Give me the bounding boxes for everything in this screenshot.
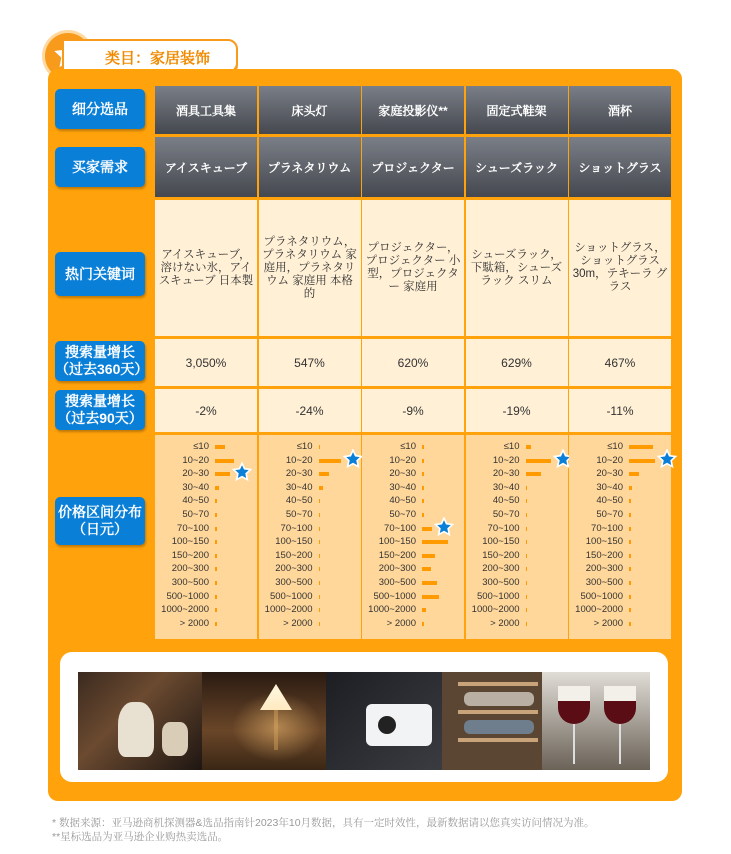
price-range-label: 1000~2000 bbox=[368, 604, 416, 616]
row-label-buyer-need: 买家需求 bbox=[55, 147, 145, 187]
hot-keywords: プロジェクター，プロジェクター 小型，プロジェクター 家庭用 bbox=[362, 200, 464, 336]
price-bar bbox=[422, 459, 424, 463]
price-range-label: 10~20 bbox=[285, 454, 313, 466]
price-bar bbox=[215, 472, 230, 476]
price-bar bbox=[215, 567, 217, 571]
price-bar bbox=[629, 459, 655, 463]
price-range-label: 50~70 bbox=[389, 509, 416, 520]
price-bar bbox=[215, 540, 217, 544]
price-range-label: 40~50 bbox=[389, 495, 416, 507]
price-bar bbox=[422, 472, 424, 476]
price-range-label: ≤10 bbox=[193, 441, 209, 452]
price-bar bbox=[422, 513, 424, 517]
price-range-label: 20~30 bbox=[285, 468, 313, 480]
price-range-label: 100~150 bbox=[482, 536, 520, 548]
price-bar bbox=[319, 513, 321, 517]
price-bar bbox=[526, 595, 528, 599]
price-range-label: 20~30 bbox=[596, 468, 623, 480]
price-range-label: 150~200 bbox=[171, 549, 209, 561]
segment-name: 酒具工具集 bbox=[155, 86, 257, 134]
growth-90: -24% bbox=[259, 389, 361, 432]
price-bar bbox=[526, 581, 528, 585]
price-bar bbox=[215, 595, 217, 599]
hot-keywords: プラネタリウム，プラネタリウム 家庭用，プラネタリウム 家庭用 本格的 bbox=[259, 200, 361, 336]
price-bar bbox=[319, 459, 341, 463]
price-range-label: 40~50 bbox=[596, 495, 623, 507]
price-range-label: 30~40 bbox=[596, 481, 623, 493]
price-range-label: 300~500 bbox=[482, 577, 520, 588]
price-bar bbox=[526, 486, 528, 490]
price-range-label: ≤10 bbox=[400, 441, 416, 452]
price-range-label: 150~200 bbox=[482, 549, 520, 561]
row-label-keywords: 热门关键词 bbox=[55, 252, 145, 296]
growth-90: -19% bbox=[466, 389, 568, 432]
price-bar bbox=[629, 567, 631, 571]
price-range-label: 200~300 bbox=[275, 563, 313, 575]
price-bar bbox=[319, 567, 321, 571]
price-range-label: 70~100 bbox=[177, 522, 209, 534]
price-bar bbox=[422, 486, 424, 490]
price-bar bbox=[629, 622, 631, 626]
price-bar bbox=[526, 459, 552, 463]
price-range-label: > 2000 bbox=[179, 617, 209, 629]
buyer-need: プラネタリウム bbox=[259, 137, 361, 197]
hot-keywords: シューズラック，下駄箱，シューズラック スリム bbox=[466, 200, 568, 336]
price-bar bbox=[629, 608, 631, 612]
price-bar bbox=[526, 608, 528, 612]
price-range-label: 30~40 bbox=[492, 481, 520, 493]
price-bar bbox=[629, 513, 631, 517]
segment-name: 酒杯 bbox=[569, 86, 671, 134]
price-bar bbox=[526, 540, 528, 544]
price-bar bbox=[215, 513, 217, 517]
price-range-label: 10~20 bbox=[596, 454, 623, 466]
price-range-label: 200~300 bbox=[585, 563, 623, 575]
price-range-label: > 2000 bbox=[386, 617, 416, 629]
price-range-label: 300~500 bbox=[585, 577, 623, 588]
price-bar bbox=[526, 499, 528, 503]
price-range-label: 500~1000 bbox=[476, 590, 520, 602]
price-bar bbox=[215, 622, 217, 626]
photo-shoe-rack bbox=[442, 672, 542, 770]
photo-strip bbox=[60, 652, 668, 782]
price-range-label: 50~70 bbox=[596, 509, 623, 520]
segment-name: 家庭投影仪** bbox=[362, 86, 464, 134]
buyer-need: シューズラック bbox=[466, 137, 568, 197]
price-bar bbox=[215, 445, 225, 449]
price-bar bbox=[629, 445, 653, 449]
bestseller-star-icon bbox=[343, 449, 363, 469]
price-distribution bbox=[155, 435, 257, 639]
price-range-label: 500~1000 bbox=[269, 590, 313, 602]
price-range-label: 500~1000 bbox=[373, 590, 416, 602]
price-range-label: 100~150 bbox=[378, 536, 416, 548]
price-bar bbox=[526, 472, 541, 476]
price-range-label: 40~50 bbox=[182, 495, 209, 507]
category-tab bbox=[62, 39, 238, 73]
price-range-label: > 2000 bbox=[593, 617, 623, 629]
price-range-label: 1000~2000 bbox=[575, 604, 623, 616]
price-bar bbox=[629, 554, 631, 558]
price-bar bbox=[526, 567, 528, 571]
footnote-star: **星标选品为亚马逊企业购热卖选品。 bbox=[52, 831, 229, 843]
price-range-label: 1000~2000 bbox=[471, 604, 520, 616]
price-bar bbox=[526, 445, 531, 449]
price-bar bbox=[422, 581, 437, 585]
price-bar bbox=[215, 527, 217, 531]
hot-keywords: アイスキューブ，溶けない氷，アイスキューブ 日本製 bbox=[155, 200, 257, 336]
price-bar bbox=[629, 595, 631, 599]
price-range-label: 200~300 bbox=[378, 563, 416, 575]
price-bar bbox=[319, 486, 323, 490]
footnote-source: * 数据来源：亚马逊商机探测器&选品指南针2023年10月数据，具有一定时效性，最新数据请以您真实访问情况为准。 bbox=[52, 817, 595, 829]
price-distribution bbox=[569, 435, 671, 639]
price-range-label: 10~20 bbox=[492, 454, 520, 466]
price-range-label: ≤10 bbox=[503, 441, 520, 452]
price-bar bbox=[319, 622, 321, 626]
price-bar bbox=[319, 581, 321, 585]
bestseller-star-icon bbox=[434, 517, 454, 537]
price-bar bbox=[629, 581, 631, 585]
price-range-label: 70~100 bbox=[280, 522, 313, 534]
price-range-label: 100~150 bbox=[585, 536, 623, 548]
price-bar bbox=[422, 554, 435, 558]
bestseller-star-icon bbox=[657, 449, 677, 469]
price-range-label: 50~70 bbox=[285, 509, 313, 520]
price-range-label: 500~1000 bbox=[166, 590, 209, 602]
price-range-label: 150~200 bbox=[585, 549, 623, 561]
growth-360: 467% bbox=[569, 339, 671, 386]
price-range-label: 20~30 bbox=[492, 468, 520, 480]
photo-ice-cube-set bbox=[78, 672, 202, 770]
price-range-label: 20~30 bbox=[182, 468, 209, 480]
price-range-label: 1000~2000 bbox=[161, 604, 209, 616]
price-range-label: 300~500 bbox=[275, 577, 313, 588]
price-range-label: 100~150 bbox=[275, 536, 313, 548]
price-range-label: ≤10 bbox=[607, 441, 623, 452]
hot-keywords: ショットグラス，ショットグラス 30m，テキーラ グラス bbox=[569, 200, 671, 336]
growth-90: -11% bbox=[569, 389, 671, 432]
price-bar bbox=[422, 595, 439, 599]
price-bar bbox=[215, 581, 217, 585]
price-bar bbox=[526, 513, 528, 517]
price-range-label: 30~40 bbox=[182, 481, 209, 493]
price-distribution bbox=[466, 435, 568, 639]
segment-name: 床头灯 bbox=[259, 86, 361, 134]
price-range-label: 10~20 bbox=[389, 454, 416, 466]
price-range-label: 150~200 bbox=[378, 549, 416, 561]
price-range-label: 1000~2000 bbox=[264, 604, 313, 616]
price-bar bbox=[526, 527, 528, 531]
price-bar bbox=[629, 499, 631, 503]
price-bar bbox=[422, 608, 426, 612]
photo-projector bbox=[326, 672, 442, 770]
price-bar bbox=[422, 445, 424, 449]
growth-360: 620% bbox=[362, 339, 464, 386]
price-range-label: 10~20 bbox=[182, 454, 209, 466]
price-bar bbox=[526, 622, 528, 626]
price-bar bbox=[319, 540, 321, 544]
price-range-label: 500~1000 bbox=[580, 590, 623, 602]
price-bar bbox=[629, 472, 639, 476]
row-label-price-dist: 价格区间分布 （日元） bbox=[55, 497, 145, 545]
price-range-label: 50~70 bbox=[182, 509, 209, 520]
price-bar bbox=[215, 459, 234, 463]
price-range-label: 50~70 bbox=[492, 509, 520, 520]
row-label-growth360: 搜索量增长 （过去360天） bbox=[55, 341, 145, 381]
price-bar bbox=[319, 527, 321, 531]
price-bar bbox=[215, 499, 217, 503]
category-title: 类目：家居装饰 bbox=[105, 50, 211, 67]
buyer-need: ショットグラス bbox=[569, 137, 671, 197]
price-bar bbox=[319, 608, 321, 612]
price-range-label: 70~100 bbox=[487, 522, 520, 534]
photo-bedside-lamp bbox=[202, 672, 326, 770]
price-range-label: 70~100 bbox=[591, 522, 623, 534]
price-range-label: 40~50 bbox=[285, 495, 313, 507]
price-range-label: 30~40 bbox=[285, 481, 313, 493]
price-distribution bbox=[259, 435, 361, 639]
price-range-label: 300~500 bbox=[171, 577, 209, 588]
price-range-label: 300~500 bbox=[378, 577, 416, 588]
price-bar bbox=[422, 527, 432, 531]
price-bar bbox=[629, 540, 631, 544]
price-range-label: 20~30 bbox=[389, 468, 416, 480]
price-bar bbox=[319, 445, 321, 449]
buyer-need: アイスキューブ bbox=[155, 137, 257, 197]
price-range-label: > 2000 bbox=[283, 617, 313, 629]
price-bar bbox=[629, 527, 631, 531]
price-range-label: > 2000 bbox=[490, 617, 520, 629]
segment-name: 固定式鞋架 bbox=[466, 86, 568, 134]
price-bar bbox=[422, 622, 424, 626]
price-bar bbox=[422, 567, 431, 571]
price-range-label: 30~40 bbox=[389, 481, 416, 493]
price-bar bbox=[319, 595, 321, 599]
price-bar bbox=[422, 540, 448, 544]
growth-360: 629% bbox=[466, 339, 568, 386]
bestseller-star-icon bbox=[232, 462, 252, 482]
buyer-need: プロジェクター bbox=[362, 137, 464, 197]
price-range-label: 200~300 bbox=[482, 563, 520, 575]
price-range-label: 150~200 bbox=[275, 549, 313, 561]
row-label-segment: 细分选品 bbox=[55, 89, 145, 129]
price-bar bbox=[629, 486, 632, 490]
price-bar bbox=[319, 472, 329, 476]
price-distribution bbox=[362, 435, 464, 639]
price-bar bbox=[215, 554, 217, 558]
price-range-label: 100~150 bbox=[171, 536, 209, 548]
price-bar bbox=[319, 554, 321, 558]
growth-360: 547% bbox=[259, 339, 361, 386]
price-range-label: 40~50 bbox=[492, 495, 520, 507]
price-bar bbox=[526, 554, 528, 558]
photo-wine-glasses bbox=[542, 672, 650, 770]
price-range-label: 200~300 bbox=[171, 563, 209, 575]
price-bar bbox=[215, 608, 217, 612]
growth-360: 3,050% bbox=[155, 339, 257, 386]
price-bar bbox=[422, 499, 424, 503]
price-range-label: ≤10 bbox=[296, 441, 313, 452]
growth-90: -9% bbox=[362, 389, 464, 432]
price-range-label: 70~100 bbox=[384, 522, 416, 534]
price-bar bbox=[215, 486, 219, 490]
row-label-growth90: 搜索量增长 （过去90天） bbox=[55, 390, 145, 430]
price-bar bbox=[319, 499, 321, 503]
growth-90: -2% bbox=[155, 389, 257, 432]
